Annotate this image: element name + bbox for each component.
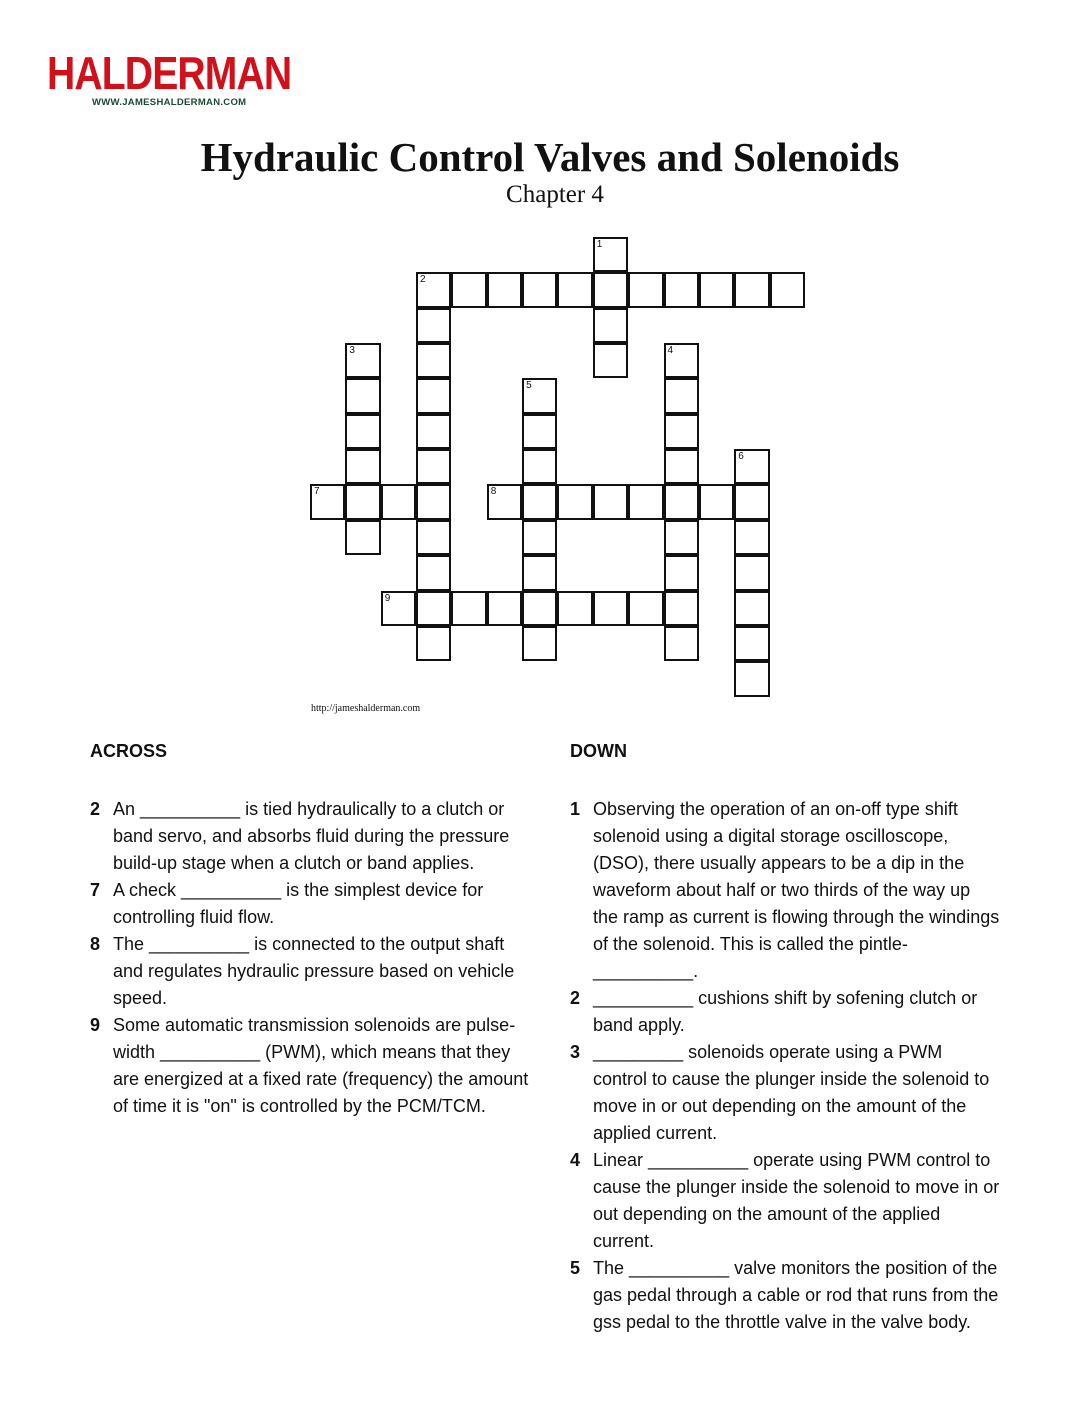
clue-text: A check __________ is the simplest device for controlling fluid flow. xyxy=(113,880,484,927)
crossword-cell[interactable] xyxy=(416,520,451,555)
crossword-cell[interactable] xyxy=(522,272,557,307)
clue-number: 4 xyxy=(570,1150,581,1170)
cell-number: 9 xyxy=(384,592,391,604)
cell-number: 1 xyxy=(596,239,603,250)
crossword-cell[interactable] xyxy=(522,626,557,661)
across-section xyxy=(90,741,530,1120)
grid-source-url: http://jameshalderman.com xyxy=(311,703,421,714)
crossword-cell[interactable] xyxy=(416,555,451,590)
crossword-cell[interactable] xyxy=(416,626,451,661)
down-clue xyxy=(570,985,1000,1039)
crossword-cell[interactable] xyxy=(664,591,699,626)
crossword-cell[interactable] xyxy=(664,378,699,413)
crossword-cell[interactable] xyxy=(734,555,769,590)
crossword-cell[interactable] xyxy=(593,343,628,378)
clue-number: 5 xyxy=(570,1258,581,1278)
down-clue xyxy=(570,1039,1000,1147)
crossword-cell[interactable] xyxy=(416,343,451,378)
crossword-cell[interactable] xyxy=(345,414,380,449)
clue-number: 2 xyxy=(570,988,581,1008)
across-clue xyxy=(90,877,530,931)
crossword-cell[interactable] xyxy=(664,520,699,555)
crossword-cell[interactable] xyxy=(345,520,380,555)
clue-number: 2 xyxy=(90,799,101,819)
crossword-cell[interactable] xyxy=(522,520,557,555)
crossword-cell[interactable] xyxy=(664,414,699,449)
crossword-cell[interactable] xyxy=(522,449,557,484)
crossword-cell[interactable] xyxy=(734,520,769,555)
cell-number: 7 xyxy=(314,486,320,498)
crossword-cell[interactable] xyxy=(699,484,734,519)
crossword-cell[interactable] xyxy=(416,414,451,449)
crossword-cell[interactable] xyxy=(664,343,699,378)
crossword-cell[interactable] xyxy=(310,484,345,519)
cell-number: 8 xyxy=(490,486,497,498)
crossword-cell[interactable] xyxy=(345,449,380,484)
clue-text: The __________ is connected to the output shaft and regulates hydraulic pressure based on vehicle speed. xyxy=(113,934,515,1008)
crossword-cell[interactable] xyxy=(416,378,451,413)
crossword-cell[interactable] xyxy=(628,591,663,626)
crossword-cell[interactable] xyxy=(451,272,486,307)
clue-number: 7 xyxy=(90,880,101,900)
across-clue xyxy=(90,796,530,877)
clue-text: Linear __________ operate using PWM control to cause the plunger inside the solenoid to move in or out depending on the amount of the applied current. xyxy=(593,1150,1000,1251)
crossword-cell[interactable] xyxy=(664,449,699,484)
crossword-cell[interactable] xyxy=(522,591,557,626)
crossword-cell[interactable] xyxy=(416,484,451,519)
clue-number: 1 xyxy=(570,799,581,819)
crossword-cell[interactable] xyxy=(664,626,699,661)
crossword-cell[interactable] xyxy=(557,484,592,519)
crossword-cell[interactable] xyxy=(557,272,592,307)
crossword-cell[interactable] xyxy=(522,378,557,413)
across-heading: ACROSS xyxy=(90,741,168,761)
crossword-cell[interactable] xyxy=(734,626,769,661)
crossword-cell[interactable] xyxy=(699,272,734,307)
crossword-cell[interactable] xyxy=(734,591,769,626)
clue-text: _________ solenoids operate using a PWM control to cause the plunger inside the solenoid to move in or out depending on the amount of the applied current. xyxy=(593,1042,990,1143)
cell-number: 6 xyxy=(738,451,744,463)
crossword-cell[interactable] xyxy=(416,449,451,484)
crossword-cell[interactable] xyxy=(381,591,416,626)
clue-text: An __________ is tied hydraulically to a clutch or band servo, and absorbs fluid during the pressure build-up stage when a clutch or band applies. xyxy=(113,799,510,873)
down-clue xyxy=(570,1147,1000,1255)
crossword-cell[interactable] xyxy=(593,308,628,343)
crossword-cell[interactable] xyxy=(345,378,380,413)
crossword-cell[interactable] xyxy=(628,272,663,307)
clue-number: 9 xyxy=(90,1015,101,1035)
crossword-cell[interactable] xyxy=(593,272,628,307)
cell-number: 4 xyxy=(667,345,674,357)
crossword-cell[interactable] xyxy=(345,343,380,378)
crossword-cell[interactable] xyxy=(664,555,699,590)
crossword-cell[interactable] xyxy=(664,484,699,519)
down-section xyxy=(570,741,1000,1336)
logo-brand: HALDERMAN xyxy=(47,47,292,99)
crossword-cell[interactable] xyxy=(487,484,522,519)
crossword-cell[interactable] xyxy=(522,414,557,449)
crossword-cell[interactable] xyxy=(593,237,628,272)
page-title: Hydraulic Control Valves and Solenoids xyxy=(200,134,900,180)
down-heading: DOWN xyxy=(570,741,627,761)
cell-number: 3 xyxy=(349,345,355,357)
across-clue xyxy=(90,1012,530,1120)
chapter-subtitle: Chapter 4 xyxy=(506,181,604,208)
halderman-logo xyxy=(47,47,292,108)
crossword-cell[interactable] xyxy=(734,661,769,696)
down-clue xyxy=(570,796,1000,985)
crossword-cell[interactable] xyxy=(734,272,769,307)
crossword-cell[interactable] xyxy=(487,272,522,307)
crossword-cell[interactable] xyxy=(381,484,416,519)
crossword-cell[interactable] xyxy=(345,484,380,519)
crossword-cell[interactable] xyxy=(628,484,663,519)
crossword-cell[interactable] xyxy=(522,555,557,590)
crossword-cell[interactable] xyxy=(522,484,557,519)
crossword-cell[interactable] xyxy=(416,272,451,307)
down-clue xyxy=(570,1255,1000,1336)
across-clue xyxy=(90,931,530,1012)
cell-number: 2 xyxy=(420,274,426,286)
crossword-cell[interactable] xyxy=(734,484,769,519)
crossword-cell[interactable] xyxy=(593,484,628,519)
crossword-cell[interactable] xyxy=(487,591,522,626)
crossword-cell[interactable] xyxy=(557,591,592,626)
clue-text: Some automatic transmission solenoids are pulse-width __________ (PWM), which means that they are energized at a fixed rate (frequency) the amount of time it is "on" is controlled by the PCM/TCM. xyxy=(113,1015,529,1116)
crossword-cell[interactable] xyxy=(770,272,805,307)
clue-number: 3 xyxy=(570,1042,581,1062)
crossword-cell[interactable] xyxy=(451,591,486,626)
clue-number: 8 xyxy=(90,934,101,954)
clue-text: The __________ valve monitors the position of the gas pedal through a cable or rod that runs from the gss pedal to the throttle valve in the valve body. xyxy=(593,1258,999,1332)
cell-number: 5 xyxy=(526,380,532,392)
crossword-cell[interactable] xyxy=(416,308,451,343)
crossword-cell[interactable] xyxy=(416,591,451,626)
crossword-cell[interactable] xyxy=(734,449,769,484)
clue-text: __________ cushions shift by sofening clutch or band apply. xyxy=(593,988,978,1035)
logo-url: WWW.JAMESHALDERMAN.COM xyxy=(92,97,247,108)
clue-text: Observing the operation of an on-off type shift solenoid using a digital storage oscilloscope, (DSO), there usually appears to be a dip in the waveform about half or two thirds of the way up the ramp as current is flowing through the windings of the solenoid. This is called the pintle-__________. xyxy=(593,799,1000,981)
crossword-cell[interactable] xyxy=(593,591,628,626)
crossword-cell[interactable] xyxy=(664,272,699,307)
